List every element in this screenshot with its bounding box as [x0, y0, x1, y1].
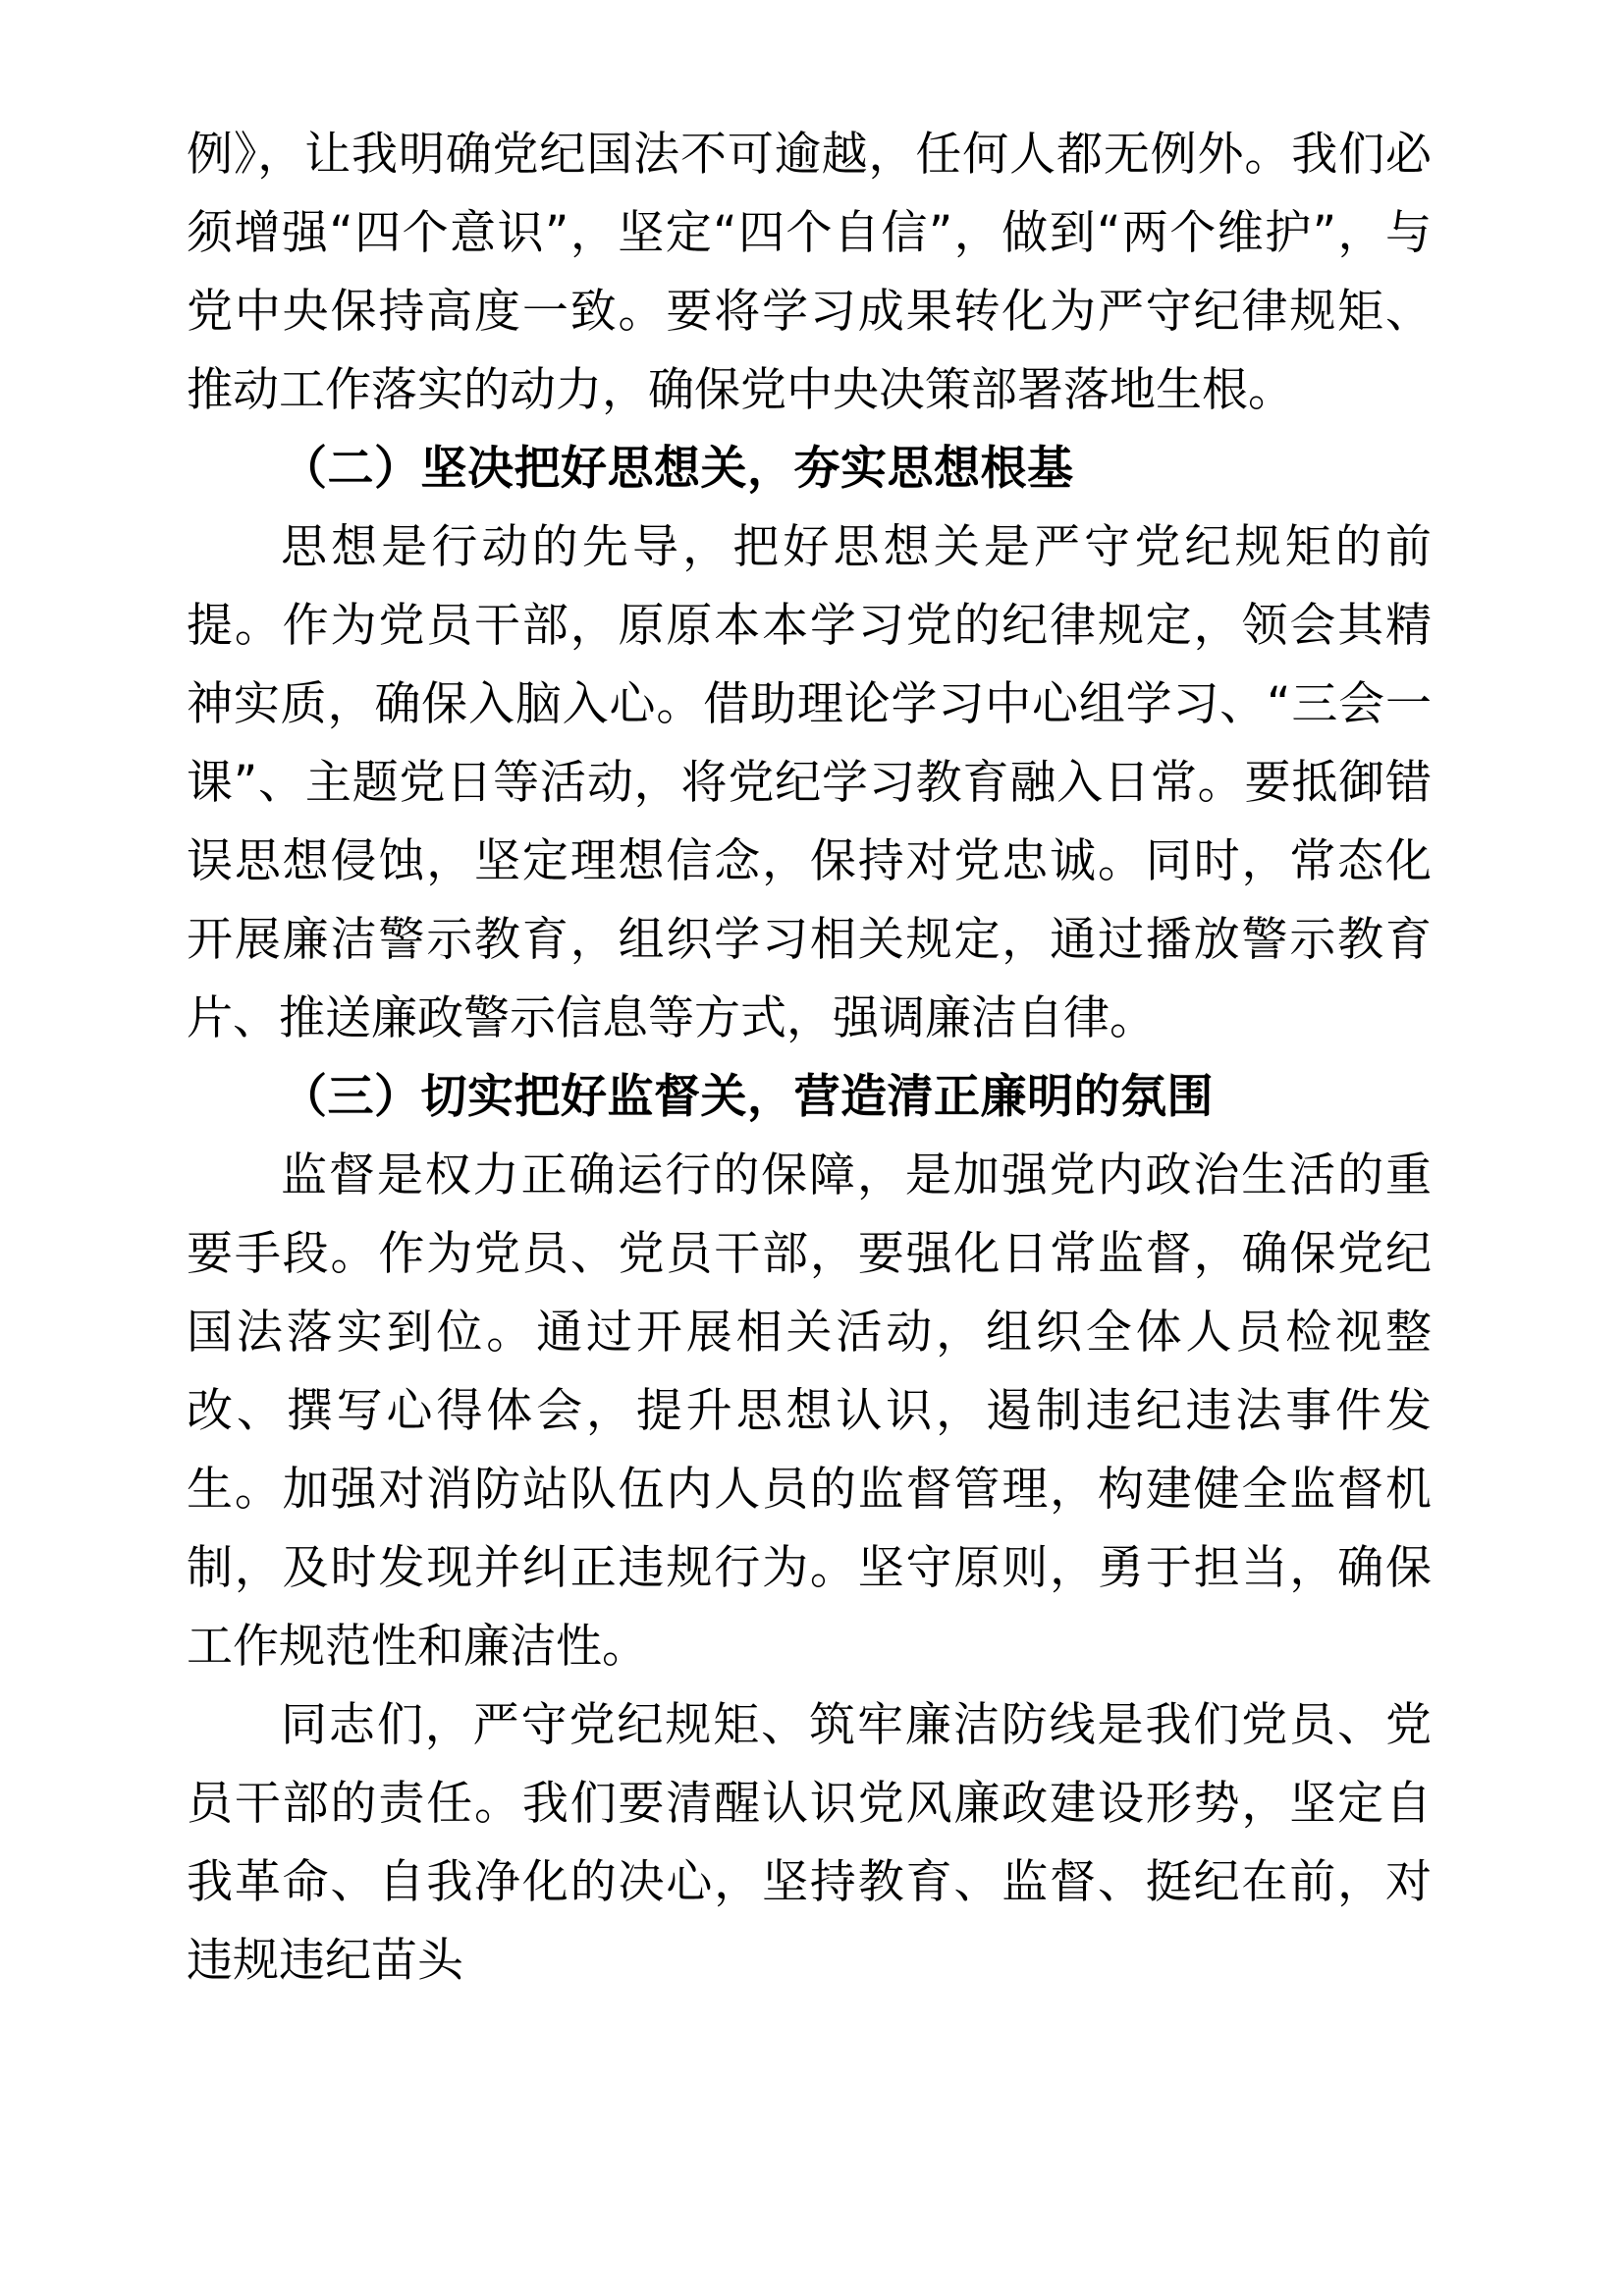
paragraph-section-three: 监督是权力正确运行的保障，是加强党内政治生活的重要手段。作为党员、党员干部，要强化日常监督，确保党纪国法落实到位。通过开展相关活动，组织全体人员检视整改、撰写心得体会，提升思想认识，遏制违纪违法事件发生。加强对消防站队伍内人员的监督管理，构建健全监督机制，及时发现并纠正违规行为。坚守原则，勇于担当，确保工作规范性和廉洁性。 [187, 1148, 1432, 1674]
document-body [187, 116, 1432, 2001]
heading-section-three: （三）切实把好监督关，营造清正廉明的氛围 [281, 1070, 1214, 1124]
paragraph-closing: 同志们，严守党纪规矩、筑牢廉洁防线是我们党员、党员干部的责任。我们要清醒认识党风廉政建设形势，坚定自我革命、自我净化的决心，坚持教育、监督、挺纪在前，对违规违纪苗头 [187, 1698, 1432, 1988]
heading-section-two: （二）坚决把好思想关，夯实思想根基 [281, 442, 1074, 496]
paragraph-continued: 例》，让我明确党纪国法不可逾越，任何人都无例外。我们必须增强“四个意识”，坚定“四个自信”，做到“两个维护”，与党中央保持高度一致。要将学习成果转化为严守纪律规矩、推动工作落实的动力，确保党中央决策部署落地生根。 [187, 128, 1432, 417]
paragraph-section-two: 思想是行动的先导，把好思想关是严守党纪规矩的前提。作为党员干部，原原本本学习党的纪律规定，领会其精神实质，确保入脑入心。借助理论学习中心组学习、“三会一课”、主题党日等活动，将党纪学习教育融入日常。要抵御错误思想侵蚀，坚定理想信念，保持对党忠诚。同时，常态化开展廉洁警示教育，组织学习相关规定，通过播放警示教育片、推送廉政警示信息等方式，强调廉洁自律。 [187, 520, 1432, 1045]
